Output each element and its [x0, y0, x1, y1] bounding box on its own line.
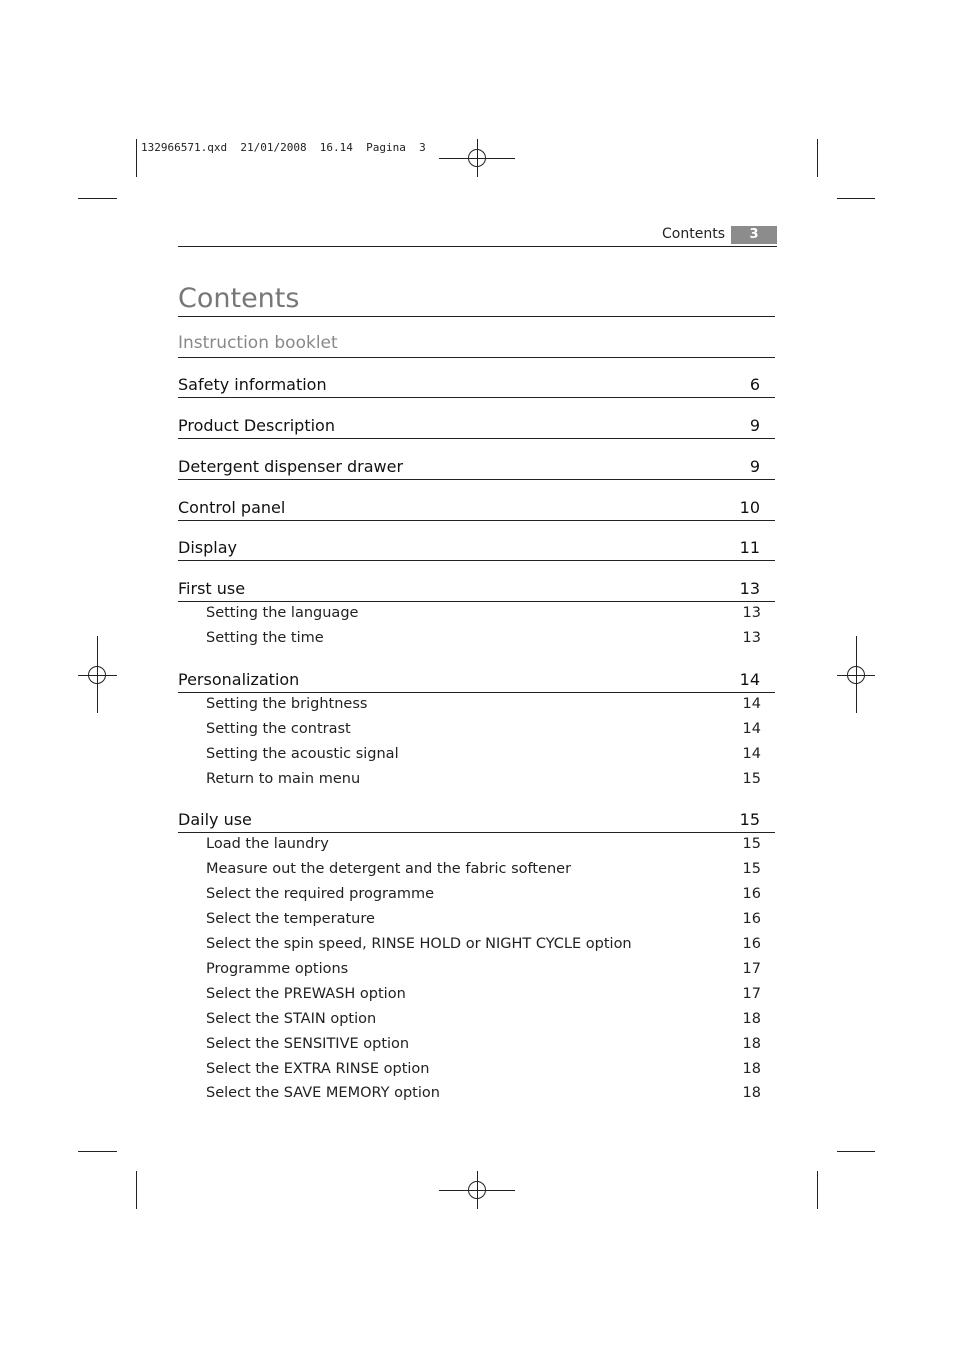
- toc-item-label: Setting the brightness: [206, 696, 368, 712]
- toc-item[interactable]: [206, 961, 761, 981]
- toc-item[interactable]: [206, 746, 761, 766]
- toc-section[interactable]: [178, 416, 775, 439]
- toc-section-page: 10: [739, 498, 760, 517]
- toc-section-page: 15: [739, 810, 760, 829]
- header-rule: [178, 246, 777, 247]
- toc-item-label: Select the spin speed, RINSE HOLD or NIGHT CYCLE option: [206, 936, 632, 952]
- toc-section-page: 11: [739, 538, 760, 557]
- toc-section[interactable]: [178, 670, 775, 693]
- toc-item[interactable]: [206, 836, 761, 856]
- toc-section-label: Detergent dispenser drawer: [178, 457, 404, 476]
- toc-item[interactable]: [206, 911, 761, 931]
- print-slug: 132966571.qxd 21/01/2008 16.14 Pagina 3: [141, 141, 426, 154]
- toc-section-label: Safety information: [178, 375, 327, 394]
- toc-section-page: 6: [749, 375, 760, 394]
- toc-item-label: Select the SENSITIVE option: [206, 1036, 410, 1052]
- toc-section-page: 14: [739, 670, 760, 689]
- toc-section-page: 9: [749, 457, 760, 476]
- toc-section[interactable]: [178, 538, 775, 561]
- page-title: Contents: [178, 283, 300, 314]
- toc-item[interactable]: [206, 986, 761, 1006]
- toc-item-page: 17: [742, 986, 761, 1002]
- toc-item-label: Select the EXTRA RINSE option: [206, 1061, 430, 1077]
- toc-section-page: 13: [739, 579, 760, 598]
- toc-item-label: Setting the time: [206, 630, 324, 646]
- toc-item-label: Return to main menu: [206, 771, 361, 787]
- running-header-label: Contents: [662, 226, 725, 242]
- toc-item-label: Load the laundry: [206, 836, 329, 852]
- toc-item-page: 17: [742, 961, 761, 977]
- subtitle-rule: [178, 357, 775, 358]
- page-subtitle: Instruction booklet: [178, 333, 338, 353]
- toc-item[interactable]: [206, 605, 761, 625]
- toc-item-page: 18: [742, 1011, 761, 1027]
- toc-section-label: Product Description: [178, 416, 335, 435]
- toc-item-page: 13: [742, 605, 761, 621]
- toc-item-label: Programme options: [206, 961, 349, 977]
- toc-section-label: Display: [178, 538, 237, 557]
- toc-item-page: 14: [742, 696, 761, 712]
- toc-item[interactable]: [206, 1036, 761, 1056]
- toc-item-label: Select the STAIN option: [206, 1011, 377, 1027]
- toc-section[interactable]: [178, 810, 775, 833]
- toc-item-label: Select the required programme: [206, 886, 435, 902]
- toc-item[interactable]: [206, 630, 761, 650]
- toc-item[interactable]: [206, 936, 761, 956]
- toc-item[interactable]: [206, 771, 761, 791]
- toc-section-label: Personalization: [178, 670, 300, 689]
- toc-item-page: 16: [742, 936, 761, 952]
- toc-item[interactable]: [206, 1061, 761, 1081]
- toc-item-label: Setting the language: [206, 605, 359, 621]
- toc-section-page: 9: [749, 416, 760, 435]
- toc-item-page: 16: [742, 886, 761, 902]
- toc-item-page: 15: [742, 861, 761, 877]
- toc-item-page: 16: [742, 911, 761, 927]
- toc-section[interactable]: [178, 457, 775, 480]
- toc-section-label: First use: [178, 579, 246, 598]
- toc-item-label: Select the SAVE MEMORY option: [206, 1085, 440, 1101]
- toc-item-label: Setting the acoustic signal: [206, 746, 399, 762]
- toc-section[interactable]: [178, 579, 775, 602]
- toc-item-page: 14: [742, 721, 761, 737]
- toc-item-page: 15: [742, 771, 761, 787]
- title-rule: [178, 316, 775, 317]
- toc-item[interactable]: [206, 1011, 761, 1031]
- toc-section-label: Control panel: [178, 498, 286, 517]
- toc-section[interactable]: [178, 498, 775, 521]
- toc-item-label: Measure out the detergent and the fabric softener: [206, 861, 572, 877]
- toc-item[interactable]: [206, 886, 761, 906]
- toc-item-label: Select the temperature: [206, 911, 375, 927]
- toc-item-page: 18: [742, 1061, 761, 1077]
- toc-item-page: 18: [742, 1085, 761, 1101]
- toc-item[interactable]: [206, 721, 761, 741]
- toc-item[interactable]: [206, 861, 761, 881]
- toc-item[interactable]: [206, 696, 761, 716]
- toc-item-label: Select the PREWASH option: [206, 986, 406, 1002]
- toc-item-label: Setting the contrast: [206, 721, 351, 737]
- toc-item-page: 13: [742, 630, 761, 646]
- toc-item-page: 14: [742, 746, 761, 762]
- toc-item[interactable]: [206, 1085, 761, 1105]
- toc-item-page: 18: [742, 1036, 761, 1052]
- toc-section[interactable]: [178, 375, 775, 398]
- toc-section-label: Daily use: [178, 810, 252, 829]
- page-number-badge: 3: [731, 226, 777, 244]
- toc-item-page: 15: [742, 836, 761, 852]
